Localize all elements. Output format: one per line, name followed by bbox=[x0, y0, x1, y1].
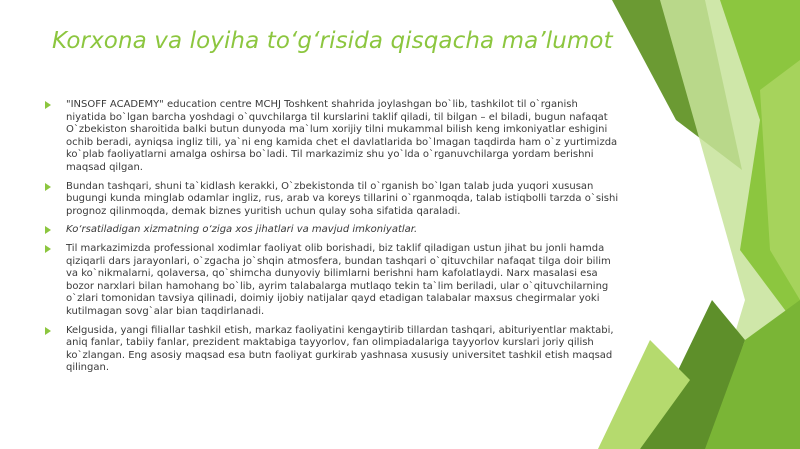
bullet-text: Til markazimizda professional xodimlar faoliyat olib borishadi, biz taklif qiladigan ustun jihat bu jonli hamda qiziqarli dars jarayonlari, o`zgacha jo`shqin atmosfera, bundan tashqari o`qituvchilar nafaqat tilga doir bilim va ko`nikmalarni, qolaversa, qo`shimcha dunyoviy bilimlarni berishni ham kafolatlaydi. Narx masalasi esa bozor narxlari bilan hamohang bo`lib, ayrim talabalarga mutlaqo tekin ta`lim beriladi, ular o`qituvchilarning o`zlari tomonidan tavsiya qilinadi, doimiy ijobiy natijalar qayd etadigan talabalar maxsus chegirmalar yoki kutilmagan sovg`alar bian taqdirlanadi. bbox=[66, 242, 611, 317]
bullet-item-service-features-heading bbox=[42, 224, 620, 237]
bullet-text: "INSOFF ACADEMY" education centre MCHJ Toshkent shahrida joylashgan bo`lib, tashkilot til o`rganish niyatida bo`lgan barcha yoshdagi o`quvchilarga til kurslarini taklif qiladi, til bilgan – el biladi, bugun nafaqat O`zbekiston sharoitida balki butun dunyoda ma`lum xorijiy tilni mukammal bilish keng imkoniyatlar eshigini ochib beradi, ayniqsa ingliz tili, ya`ni eng kamida chet el davlatlarida bo`lmagan taqdirda ham o`z yurtimizda ko`plab faoliyatlarni amalga oshirsa bo`ladi. Til markazimiz shu yo`lda o`rganuvchilarga yordam berishni maqsad qilgan. bbox=[66, 99, 618, 173]
slide-title: Korxona va loyiha to‘g‘risida qisqacha ma’lumot bbox=[52, 28, 613, 54]
bullet-text: Bundan tashqari, shuni ta`kidlash kerakki, O`zbekistonda til o`rganish bo`lgan talab juda yuqori xususan bugungi kunda minglab odamlar ingliz, rus, arab va koreys tillarini o`rganmoqda, talab istiqbolli tarzda o`sishi prognoz qilinmoqda, demak biznes yuritish uchun qulay soha sifatida qaraladi. bbox=[66, 180, 619, 217]
bullet-text: Ko‘rsatiladigan xizmatning o‘ziga xos jihatlari va mavjud imkoniyatlar. bbox=[66, 224, 418, 236]
bullet-item-market-demand bbox=[42, 181, 620, 219]
bullet-item-company-intro bbox=[42, 99, 620, 175]
bullet-item-future-plans bbox=[42, 325, 620, 375]
bullet-arrow-icon bbox=[45, 245, 51, 253]
bullet-arrow-icon bbox=[45, 183, 51, 191]
bullet-list bbox=[42, 99, 620, 381]
bullet-text: Kelgusida, yangi filiallar tashkil etish, markaz faoliyatini kengaytirib tillardan tashqari, abituriyentlar maktabi, aniq fanlar, tabiiy fanlar, prezident maktabiga tayyorlov, fan olimpiadalariga tayyorlov kurslari joriy qilish ko`zlangan. Eng asosiy maqsad esa butn faoliyat gurkirab yashnasa xususiy universitet tashkil etish maqsad qilingan. bbox=[66, 324, 614, 374]
bullet-arrow-icon bbox=[45, 101, 51, 109]
bullet-arrow-icon bbox=[45, 226, 51, 234]
bullet-item-staff-and-pricing bbox=[42, 243, 620, 319]
bullet-arrow-icon bbox=[45, 327, 51, 335]
